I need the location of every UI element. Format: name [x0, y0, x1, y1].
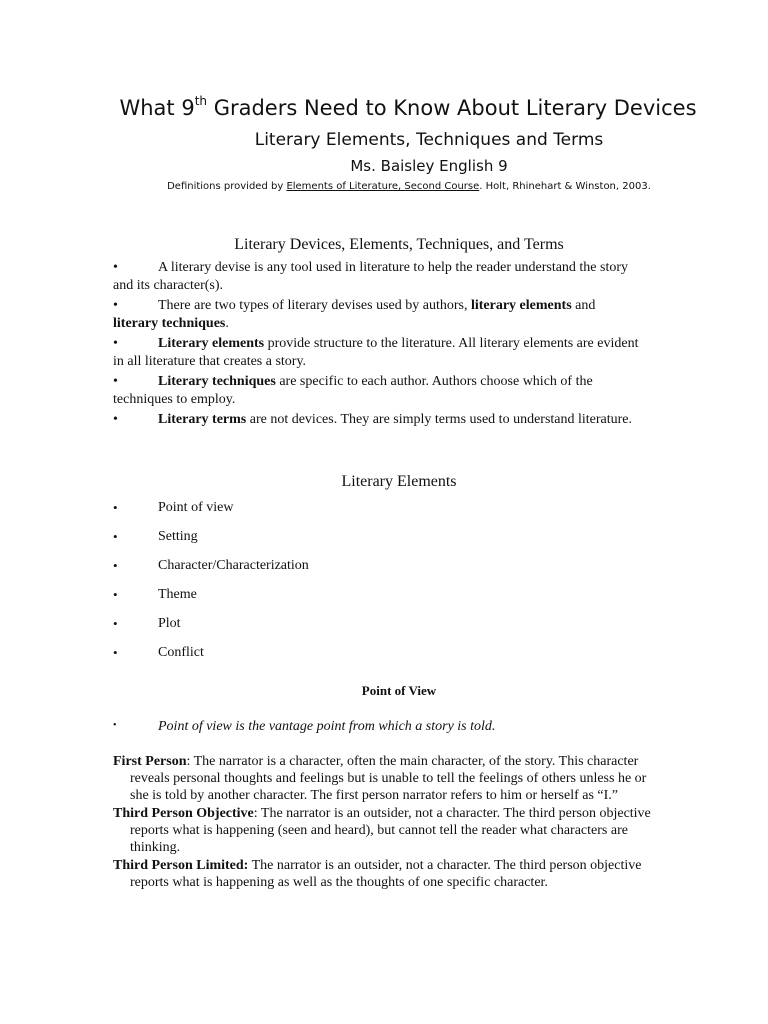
pov-intro — [113, 719, 495, 735]
list-item — [113, 529, 309, 558]
bullet-glyph: • — [113, 500, 118, 515]
devices-bullet-list — [113, 259, 643, 432]
title-part: What 9 — [119, 96, 195, 120]
element-label: Plot — [158, 616, 181, 631]
list-item — [113, 645, 309, 674]
item-text: . — [225, 315, 229, 331]
source-book-title: Elements of Literature, Second Course — [286, 181, 480, 192]
item-bold-term: literary elements — [470, 298, 572, 313]
bullet-glyph: • — [113, 412, 118, 427]
element-label: Character/Characterization — [158, 558, 309, 573]
definition-text: The narrator is an outsider, not a character. The third person objective reports what is happening as well as the thoughts of one specific character. — [130, 858, 642, 890]
item-text: There are two types of literary devises used by authors, — [158, 298, 471, 313]
bullet-glyph: • — [113, 260, 118, 275]
definition-text: : The narrator is a character, often the main character, of the story. This character reveals personal thoughts and feelings but is unable to tell the feelings of others unless he or she is told by another character. The first person narrator refers to him or herself as “I.” — [130, 754, 647, 803]
bullet-glyph: • — [113, 616, 118, 631]
item-text: are not devices. They are simply terms used to understand literature. — [246, 412, 633, 427]
list-item — [113, 259, 643, 294]
section-heading-point-of-view: Point of View — [361, 683, 437, 698]
bullet-glyph: • — [113, 374, 118, 389]
bullet-glyph: • — [113, 529, 118, 544]
definition-term: Third Person Objective — [113, 806, 254, 821]
element-label: Conflict — [158, 645, 204, 660]
list-item — [113, 616, 309, 645]
item-text: are specific to each author. Authors choose which of the techniques to employ. — [113, 374, 593, 407]
item-bold-term: Literary elements — [158, 336, 265, 351]
definition-text: : The narrator is an outsider, not a character. The third person objective reports what is happening (seen and heard), but cannot tell the reader what characters are thinking. — [130, 806, 651, 855]
element-label: Point of view — [158, 500, 234, 515]
title-part: Graders Need to Know About Literary Devices — [207, 96, 697, 120]
source-publisher: . Holt, Rhinehart & Winston, 2003. — [479, 181, 651, 192]
list-item — [113, 297, 643, 332]
item-text: and — [571, 298, 596, 313]
list-item — [113, 587, 309, 616]
section-heading-elements: Literary Elements — [341, 473, 457, 490]
source-credit — [0, 181, 768, 192]
bullet-glyph: • — [113, 720, 117, 731]
definition-entry — [113, 857, 653, 891]
elements-bullet-list — [113, 500, 309, 674]
definition-entry — [113, 805, 653, 856]
list-item — [113, 411, 643, 429]
item-bold-term: Literary terms — [158, 412, 247, 427]
item-bold-term: Literary techniques — [158, 374, 276, 389]
teacher-line: Ms. Baisley English 9 — [350, 157, 508, 175]
item-text: provide structure to the literature. All literary elements are evident in all literature that creates a story. — [113, 336, 639, 369]
item-text: A literary devise is any tool used in literature to help the reader understand the story and its character(s). — [113, 260, 629, 293]
list-item — [113, 373, 643, 408]
element-label: Setting — [158, 529, 198, 544]
pov-definitions — [113, 753, 653, 892]
definition-term: Third Person Limited: — [113, 858, 249, 873]
list-item — [113, 500, 309, 529]
list-item — [113, 558, 309, 587]
section-heading-devices: Literary Devices, Elements, Techniques, and Terms — [234, 236, 564, 253]
pov-intro-text: Point of view is the vantage point from which a story is told. — [158, 719, 496, 734]
title-superscript: th — [194, 94, 208, 108]
definition-term: First Person — [113, 754, 187, 769]
definition-entry — [113, 753, 653, 804]
list-item — [113, 335, 643, 370]
bullet-glyph: • — [113, 336, 118, 351]
element-label: Theme — [158, 587, 197, 602]
page-subtitle: Literary Elements, Techniques and Terms — [254, 130, 604, 150]
source-prefix: Definitions provided by — [167, 181, 287, 192]
item-bold-term: literary techniques — [113, 315, 226, 331]
page-title — [0, 96, 768, 120]
bullet-glyph: • — [113, 558, 118, 573]
bullet-glyph: • — [113, 587, 118, 602]
bullet-glyph: • — [113, 298, 118, 313]
bullet-glyph: • — [113, 645, 118, 660]
